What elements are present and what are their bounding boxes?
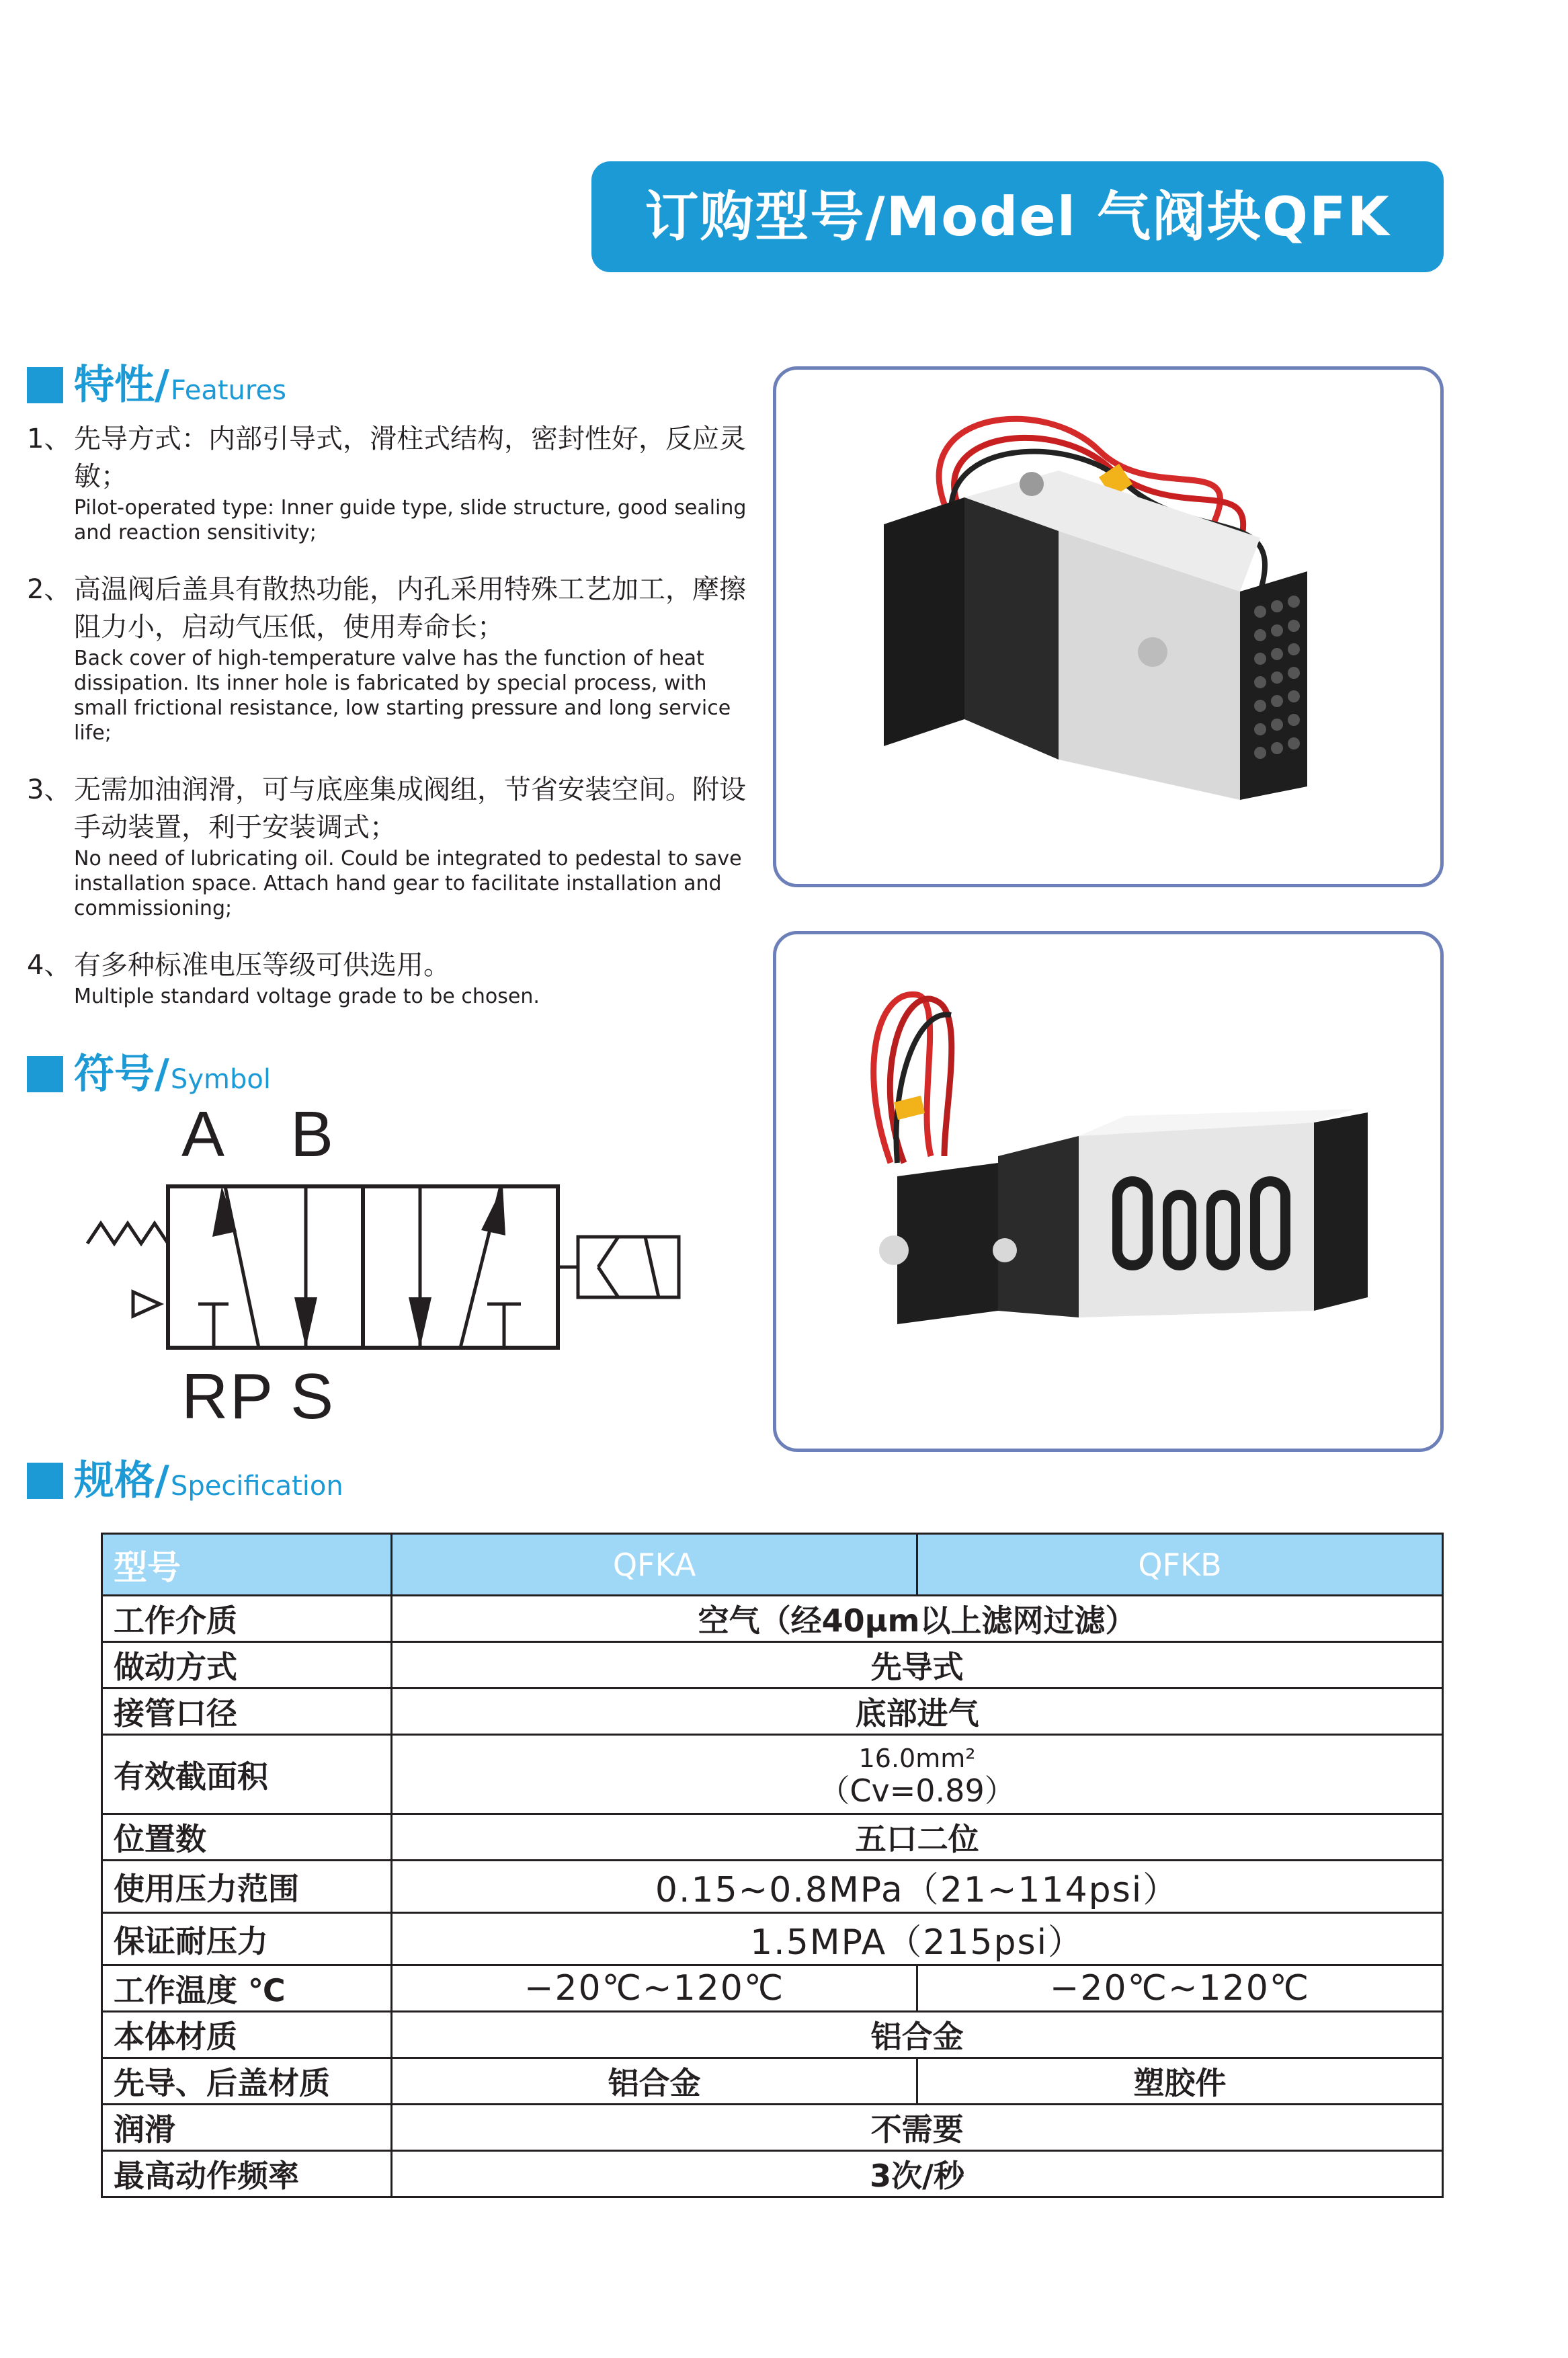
valve-symbol-diagram [81, 1102, 686, 1425]
port-a-label: A [181, 1102, 225, 1170]
row-label: 保证耐压力 [102, 1913, 392, 1965]
row-value: 先导式 [392, 1642, 1443, 1689]
table-row [102, 1596, 1443, 1642]
row-label: 本体材质 [102, 2012, 392, 2058]
header-qfkb: QFKB [917, 1534, 1443, 1596]
row-label: 润滑 [102, 2105, 392, 2151]
valve-photo-1-image [776, 370, 1440, 884]
table-row [102, 1689, 1443, 1735]
feature-en: No need of lubricating oil. Could be integrated to pedestal to save installation space. Attach hand gear to facilitate installation and commissioning; [74, 847, 742, 920]
section-square-icon [27, 367, 63, 403]
table-row [102, 1965, 1443, 2012]
row-value: 五口二位 [392, 1814, 1443, 1861]
table-row [102, 1861, 1443, 1913]
features-heading-en: Features [170, 375, 286, 406]
port-p-label: P [230, 1360, 274, 1425]
row-value: 0.15~0.8MPa（21~114psi） [392, 1861, 1443, 1913]
feature-en: Multiple standard voltage grade to be chosen. [74, 985, 540, 1008]
row-label: 有效截面积 [102, 1735, 392, 1814]
row-label: 接管口径 [102, 1689, 392, 1735]
symbol-heading [27, 1052, 271, 1096]
port-b-label: B [290, 1102, 334, 1170]
area-value-line2: （Cv=0.89） [819, 1772, 1016, 1809]
features-heading [27, 363, 286, 407]
row-value: 3次/秒 [392, 2151, 1443, 2197]
feature-item [27, 946, 766, 1009]
features-list [27, 420, 766, 1034]
feature-zh: 先导方式：内部引导式，滑柱式结构，密封性好，反应灵敏； [74, 423, 746, 492]
feature-number: 1、 [27, 423, 71, 454]
product-photo-1 [773, 366, 1444, 887]
row-value: 底部进气 [392, 1689, 1443, 1735]
section-square-icon [27, 1056, 63, 1092]
row-label: 做动方式 [102, 1642, 392, 1689]
row-label: 先导、后盖材质 [102, 2058, 392, 2105]
row-value: 铝合金 [392, 2012, 1443, 2058]
feature-en: Pilot-operated type: Inner guide type, slide structure, good sealing and reaction sensitivity; [74, 496, 747, 544]
feature-en: Back cover of high-temperature valve has the function of heat dissipation. Its inner hole is fabricated by special process, with small frictional resistance, low starting pressure and long service life; [74, 647, 731, 745]
valve-photo-2-image [776, 934, 1440, 1449]
table-row [102, 1913, 1443, 1965]
header-model-label: 型号 [102, 1534, 392, 1596]
product-photo-2 [773, 931, 1444, 1452]
table-row [102, 1642, 1443, 1689]
row-value-qfkb: −20℃~120℃ [917, 1965, 1443, 2012]
symbol-heading-en: Symbol [170, 1064, 271, 1095]
row-value [392, 1735, 1443, 1814]
row-label: 最高动作频率 [102, 2151, 392, 2197]
table-row [102, 2105, 1443, 2151]
port-r-label: R [181, 1360, 229, 1425]
table-row [102, 2058, 1443, 2105]
feature-number: 4、 [27, 950, 71, 981]
table-row [102, 2012, 1443, 2058]
spec-heading [27, 1459, 343, 1503]
feature-item [27, 571, 766, 745]
table-row [102, 1814, 1443, 1861]
row-label: 工作介质 [102, 1596, 392, 1642]
row-value: 空气（经40μm以上滤网过滤） [392, 1596, 1443, 1642]
model-banner: 订购型号/Model 气阀块QFK [591, 161, 1444, 272]
spec-heading-en: Specification [170, 1471, 343, 1502]
section-square-icon [27, 1463, 63, 1499]
table-row [102, 2151, 1443, 2197]
row-value: 不需要 [392, 2105, 1443, 2151]
port-s-label: S [290, 1360, 334, 1425]
row-value-qfkb: 塑胶件 [917, 2058, 1443, 2105]
header-qfka: QFKA [392, 1534, 917, 1596]
row-label: 位置数 [102, 1814, 392, 1861]
symbol-heading-zh: 符号/ [74, 1051, 169, 1098]
table-header-row [102, 1534, 1443, 1596]
feature-item [27, 420, 766, 545]
features-heading-zh: 特性/ [74, 362, 169, 409]
row-label: 工作温度 ℃ [102, 1965, 392, 2012]
row-label: 使用压力范围 [102, 1861, 392, 1913]
feature-zh: 无需加油润滑，可与底座集成阀组，节省安装空间。附设手动装置，利于安装调式； [74, 774, 746, 843]
feature-number: 2、 [27, 574, 71, 605]
spec-table [101, 1533, 1444, 2198]
feature-item [27, 771, 766, 921]
feature-number: 3、 [27, 774, 71, 805]
feature-zh: 高温阀后盖具有散热功能，内孔采用特殊工艺加工，摩擦阻力小，启动气压低，使用寿命长； [74, 574, 746, 643]
row-value-qfka: 铝合金 [392, 2058, 917, 2105]
row-value-qfka: −20℃~120℃ [392, 1965, 917, 2012]
spec-heading-zh: 规格/ [74, 1457, 169, 1504]
area-value-line1: 16.0mm² [858, 1743, 976, 1773]
feature-zh: 有多种标准电压等级可供选用。 [74, 950, 450, 981]
table-row [102, 1735, 1443, 1814]
row-value: 1.5MPA（215psi） [392, 1913, 1443, 1965]
